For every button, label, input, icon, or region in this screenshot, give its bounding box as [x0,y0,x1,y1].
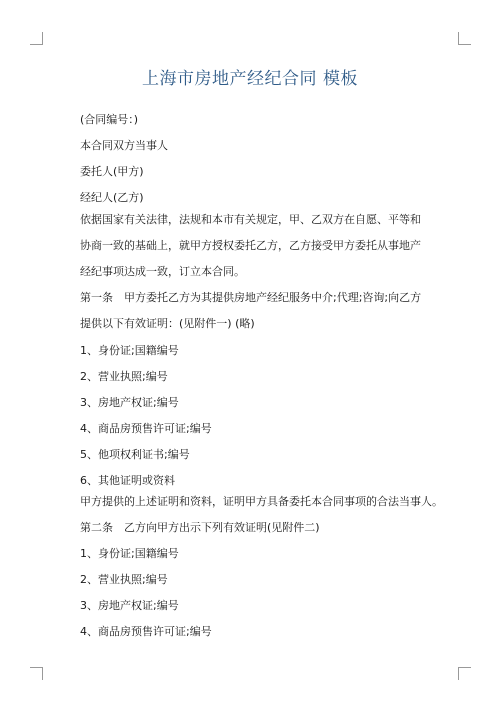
statement-line: 甲方提供的上述证明和资料，证明甲方具备委托本合同事项的合法当事人。 [80,495,443,508]
list-item: 4、商品房预售许可证;编号 [80,625,212,638]
list-item: 4、商品房预售许可证;编号 [80,422,212,435]
list-item: 3、房地产权证;编号 [80,599,179,612]
list-item: 1、身份证;国籍编号 [80,547,179,560]
list-item: 2、营业执照;编号 [80,573,168,586]
intro-paragraph: 依据国家有关法律，法规和本市有关规定，甲、乙双方在自愿、平等和协商一致的基础上，就甲方授权委托乙方，乙方接受甲方委托从事地产经纪事项达成一致，订立本合同。 [80,213,421,278]
corner-mark-bottom-left [30,667,43,680]
list-item: 1、身份证;国籍编号 [80,344,179,357]
corner-mark-bottom-right [458,667,471,680]
article-2-heading: 第二条 乙方向甲方出示下列有效证明(见附件二) [80,521,320,534]
document-title: 上海市房地产经纪合同 模板 [142,69,358,89]
list-item: 6、其他证明或资料 [80,474,175,487]
parties-heading: 本合同双方当事人 [80,139,168,152]
list-item: 3、房地产权证;编号 [80,396,179,409]
corner-mark-top-left [30,32,43,45]
corner-mark-top-right [458,32,471,45]
agent-party-line: 经纪人(乙方) [80,191,144,204]
client-party-line: 委托人(甲方) [80,165,144,178]
list-item: 5、他项权利证书;编号 [80,448,190,461]
contract-number-line: (合同编号：) [80,113,139,126]
list-item: 2、营业执照;编号 [80,370,168,383]
article-1-paragraph: 第一条 甲方委托乙方为其提供房地产经纪服务中介;代理;咨询;向乙方提供以下有效证明：(见附件一) (略) [80,291,422,330]
